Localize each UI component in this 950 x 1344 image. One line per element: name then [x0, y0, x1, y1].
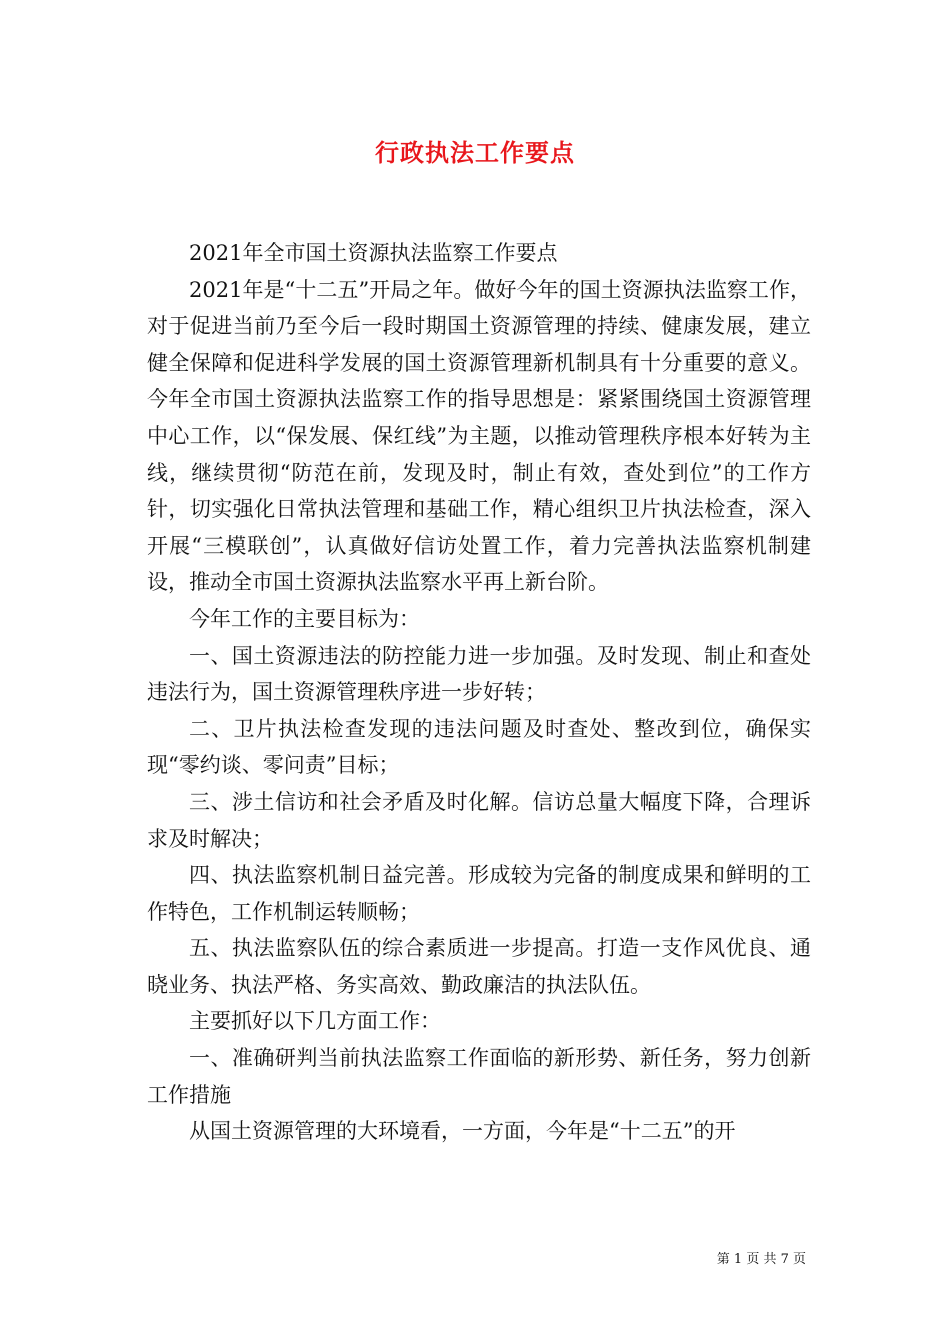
document-title: 行政执法工作要点 — [375, 138, 575, 167]
paragraph-goal-1: 一、国土资源违法的防控能力进一步加强。及时发现、制止和查处违法行为，国土资源管理秩序进一步好转； — [147, 643, 811, 705]
document-body — [147, 235, 811, 1150]
paragraph-tasks-heading: 主要抓好以下几方面工作： — [189, 1009, 441, 1034]
paragraph-intro: 2021年是“十二五”开局之年。做好今年的国土资源执法监察工作，对于促进当前乃至今后一段时期国土资源管理的持续、健康发展，建立健全保障和促进科学发展的国土资源管理新机制具有十分重要的意义。今年全市国土资源执法监察工作的指导思想是：紧紧围绕国土资源管理中心工作，以“保发展、保红线”为主题，以推动管理秩序根本好转为主线，继续贯彻“防范在前，发现及时，制止有效，查处到位”的工作方针，切实强化日常执法管理和基础工作，精心组织卫片执法检查，深入开展“三模联创”，认真做好信访处置工作，着力完善执法监察机制建设，推动全市国土资源执法监察水平再上新台阶。 — [147, 277, 811, 595]
paragraph-task-1-body: 从国土资源管理的大环境看，一方面，今年是“十二五”的开 — [189, 1119, 736, 1144]
paragraph-goal-5: 五、执法监察队伍的综合素质进一步提高。打造一支作风优良、通晓业务、执法严格、务实高效、勤政廉洁的执法队伍。 — [147, 936, 811, 997]
paragraph-task-1: 一、准确研判当前执法监察工作面临的新形势、新任务，努力创新工作措施 — [147, 1046, 811, 1107]
paragraph-goal-2: 二、卫片执法检查发现的违法问题及时查处、整改到位，确保实现“零约谈、零问责”目标； — [147, 716, 811, 778]
paragraph-goal-4: 四、执法监察机制日益完善。形成较为完备的制度成果和鲜明的工作特色，工作机制运转顺畅； — [147, 863, 811, 924]
page-number: 第 1 页 共 7 页 — [716, 1252, 806, 1267]
document-subtitle: 2021年全市国土资源执法监察工作要点 — [189, 241, 558, 265]
paragraph-goals-heading: 今年工作的主要目标为： — [189, 606, 420, 631]
paragraph-goal-3: 三、涉土信访和社会矛盾及时化解。信访总量大幅度下降，合理诉求及时解决； — [147, 789, 811, 851]
